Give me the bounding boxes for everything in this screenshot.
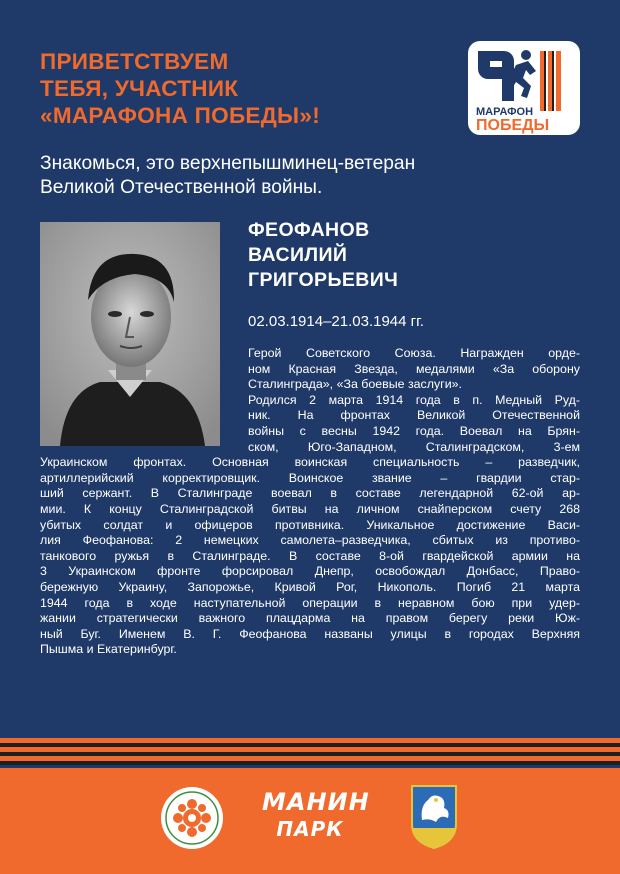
bio-line: Герой Советского Союза. Награжден орде- (248, 346, 580, 360)
life-dates: 02.03.1914–21.03.1944 гг. (248, 313, 424, 330)
footer (0, 768, 620, 874)
veteran-photo (40, 222, 220, 446)
bio-line: ший сержант. В Сталинграде воевал в составе легендарной 62-ой ар- (40, 486, 580, 501)
park-logo-line2: ПАРК (276, 817, 344, 841)
bio-line: ник. На фронтах Великой Отечественной (248, 408, 580, 423)
bio-line: Пышма и Екатеринбург. (40, 642, 177, 657)
bio-line: ный Буг. Именем В. Г. Феофанова названы улицы в городах Верхняя (40, 626, 580, 641)
page-title (40, 48, 320, 129)
name-line: ГРИГОРЬЕВИЧ (248, 269, 399, 291)
ornament-icon (160, 786, 224, 850)
bio-line: лия Феофанова: 2 немецких самолета–разведчика, сбитых из противо- (40, 533, 580, 548)
intro-line: Великой Отечественной войны. (40, 177, 323, 198)
bio-line: жании стратегически важного плацдарма на правом берегу реки Юж- (40, 611, 580, 626)
bio-line: ном Красная Звезда, медалями «За оборону (248, 361, 580, 376)
bio-line: 3 Украинском фронте форсировал Днепр, освобождал Донбасс, Право- (40, 564, 580, 579)
logo-line1: МАРАФОН (476, 106, 534, 118)
runner-icon (468, 41, 580, 135)
logo-line2: ПОБЕДЫ (476, 117, 550, 134)
bio-line: ском, Юго-Западном, Сталинградском, 3-ем (248, 439, 580, 454)
title-line: «МАРАФОНА ПОБЕДЫ»! (40, 103, 320, 128)
ribbon-stripe (0, 761, 620, 765)
emblem-round-logo (160, 786, 224, 855)
bio-line: 1944 года в ходе наступательной операции в неравном бою при удер- (40, 595, 580, 610)
veteran-name (248, 218, 398, 293)
bio-line: мии. К концу Сталинградской битвы на личном снайперском счету 268 (40, 502, 580, 516)
bio-line: войны с весны 1942 года. Воевал на Брян- (248, 424, 580, 438)
bio-line: танкового ружья в Сталинграде. В составе 8-ой гвардейской армии на (40, 548, 580, 563)
title-line: ТЕБЯ, УЧАСТНИК (40, 76, 239, 101)
bio-line: Украинском фронтах. Основная воинская специальность – разведчик, (40, 455, 580, 470)
marathon-pobedy-logo (468, 41, 580, 135)
portrait-image (40, 222, 220, 446)
intro-line: Знакомься, это верхнепышминец-ветеран (40, 153, 416, 174)
coat-of-arms-shield (410, 784, 458, 850)
intro-text (40, 152, 580, 200)
coat-of-arms-icon (410, 784, 458, 855)
bio-line: артиллерийский корректировщик. Воинское звание – гвардии стар- (40, 470, 580, 485)
bio-line: Родился 2 марта 1914 года в п. Медный Руд- (248, 392, 580, 407)
title-line: ПРИВЕТСТВУЕМ (40, 49, 229, 74)
bio-line: Сталинграда», «За боевые заслуги». (248, 377, 462, 392)
manin-park-logo (262, 788, 370, 852)
name-line: ВАСИЛИЙ (248, 244, 348, 266)
name-line: ФЕОФАНОВ (248, 219, 370, 241)
bio-line: бережную Украину, Запорожье, Кривой Рог, Никополь. Погиб 21 марта (40, 580, 580, 594)
park-logo-line1: МАНИН (262, 788, 370, 816)
bio-line: убитых солдат и офицеров противника. Уникальное достижение Васи- (40, 517, 580, 532)
